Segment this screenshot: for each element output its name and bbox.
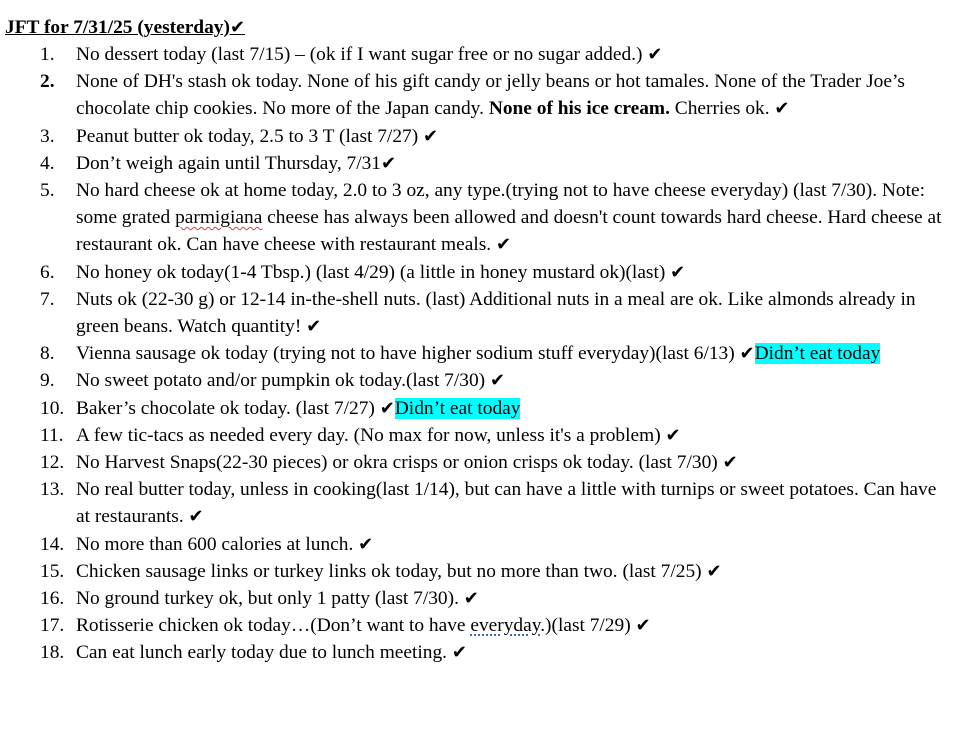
item-text: Baker’s chocolate ok today. (last 7/27) <box>76 397 380 419</box>
item-text: Nuts ok (22-30 g) or 12-14 in-the-shell nuts. (last) Additional nuts in a meal are ok. Like almonds already in green beans. Watch quantity! <box>76 288 916 338</box>
document-title <box>5 14 970 41</box>
spelling-flagged-word: parmigiana <box>175 207 263 229</box>
checkmark-icon: ✔ <box>647 44 663 65</box>
item-number: 11. <box>40 424 64 446</box>
checkmark-icon: ✔ <box>774 98 790 120</box>
item-text: cheese has always been allowed and doesn't count towards hard cheese. Hard cheese at restaurant ok. Can have cheese with restaurant meals. <box>76 207 942 256</box>
list-item <box>5 422 970 449</box>
checkmark-icon: ✔ <box>358 533 374 555</box>
list-item <box>5 286 970 340</box>
list-item <box>5 476 970 530</box>
checkmark-icon: ✔ <box>739 343 755 365</box>
item-number: 16. <box>40 588 65 610</box>
list-item <box>5 612 970 639</box>
item-number: 14. <box>40 533 65 555</box>
list-item <box>5 367 970 394</box>
item-text: No sweet potato and/or pumpkin ok today.(last 7/30) <box>76 370 490 392</box>
item-text: Cherries ok. <box>669 98 775 120</box>
list-item <box>5 340 970 367</box>
title-text: JFT for 7/31/25 (yesterday) <box>5 17 230 38</box>
item-number: 9. <box>40 370 55 392</box>
bold-text: None of his ice cream. <box>488 98 670 120</box>
checkmark-icon: ✔ <box>489 370 506 392</box>
item-number: 18. <box>40 642 65 664</box>
highlighted-note: Didn’t eat today <box>394 397 521 419</box>
item-text: No hard cheese ok at home today, 2.0 to 3 oz, any type.(trying not to have cheese everyday) (last 7/30). Note: some grated <box>76 180 925 229</box>
item-text: No Harvest Snaps(22-30 pieces) or okra crisps or onion crisps ok today. (last 7/30) <box>76 452 723 474</box>
grammar-flagged-word: everyday <box>470 615 541 637</box>
list-item <box>5 177 970 259</box>
item-text: None of DH's stash ok today. None of his gift candy or jelly beans or hot tamales. None of the Trader Joe’s chocolate chip cookies. No more of the Japan candy. <box>76 71 905 120</box>
item-text: No honey ok today(1-4 Tbsp.) (last 4/29) (a little in honey mustard ok)(last) <box>76 261 671 283</box>
item-number: 5. <box>40 180 55 202</box>
item-text: No ground turkey ok, but only 1 patty (last 7/30). <box>76 588 464 610</box>
list-item <box>5 449 970 476</box>
checkmark-icon: ✔ <box>379 397 395 419</box>
list-item <box>5 558 970 585</box>
checkmark-icon: ✔ <box>635 615 651 637</box>
item-number: 2. <box>40 71 55 93</box>
checkmark-icon: ✔ <box>722 452 738 474</box>
checkmark-icon: ✔ <box>665 424 681 446</box>
rule-list <box>5 41 970 667</box>
list-item <box>5 259 970 286</box>
item-text: Don’t weigh again until Thursday, 7/31 <box>76 152 382 174</box>
checkmark-icon: ✔ <box>381 152 397 174</box>
item-text: .)(last 7/29) <box>540 615 636 637</box>
list-item <box>5 639 970 666</box>
list-item <box>5 395 970 422</box>
checkmark-icon: ✔ <box>463 588 479 610</box>
list-item <box>5 585 970 612</box>
item-number: 8. <box>40 343 55 365</box>
item-text: Can eat lunch early today due to lunch meeting. <box>76 642 452 664</box>
checkmark-icon: ✔ <box>306 316 322 338</box>
list-item <box>5 41 970 68</box>
item-text: No dessert today (last 7/15) – (ok if I want sugar free or no sugar added.) <box>76 44 648 65</box>
checkmark-icon: ✔ <box>188 506 204 528</box>
item-number: 7. <box>40 288 55 310</box>
item-text: No real butter today, unless in cooking(last 1/14), but can have a little with turnips or sweet potatoes. Can have at restaurants. <box>76 479 937 528</box>
list-item <box>5 150 970 177</box>
list-item <box>5 531 970 558</box>
item-number: 10. <box>40 397 65 419</box>
item-text: A few tic-tacs as needed every day. (No max for now, unless it's a problem) <box>76 424 666 446</box>
item-number: 13. <box>40 479 65 501</box>
item-number: 17. <box>40 615 65 637</box>
checkmark-icon: ✔ <box>451 642 467 664</box>
item-text: Peanut butter ok today, 2.5 to 3 T (last 7/27) <box>76 125 424 147</box>
checkmark-icon: ✔ <box>706 560 722 582</box>
checkmark-icon: ✔ <box>229 17 246 38</box>
item-number: 3. <box>40 125 55 147</box>
checkmark-icon: ✔ <box>495 234 512 256</box>
checkmark-icon: ✔ <box>670 261 686 283</box>
item-text: Vienna sausage ok today (trying not to have higher sodium stuff everyday)(last 6/13) <box>76 343 740 365</box>
item-number: 15. <box>40 560 65 582</box>
checkmark-icon: ✔ <box>423 125 439 147</box>
list-item <box>5 68 970 122</box>
item-number: 6. <box>40 261 55 283</box>
item-text: Chicken sausage links or turkey links ok today, but no more than two. (last 7/25) <box>76 560 707 582</box>
highlighted-note: Didn’t eat today <box>754 343 881 365</box>
item-text: Rotisserie chicken ok today…(Don’t want to have <box>76 615 471 637</box>
item-number: 12. <box>40 452 65 474</box>
item-number: 4. <box>40 152 55 174</box>
item-number: 1. <box>40 44 55 65</box>
list-item <box>5 123 970 150</box>
item-text: No more than 600 calories at lunch. <box>76 533 359 555</box>
